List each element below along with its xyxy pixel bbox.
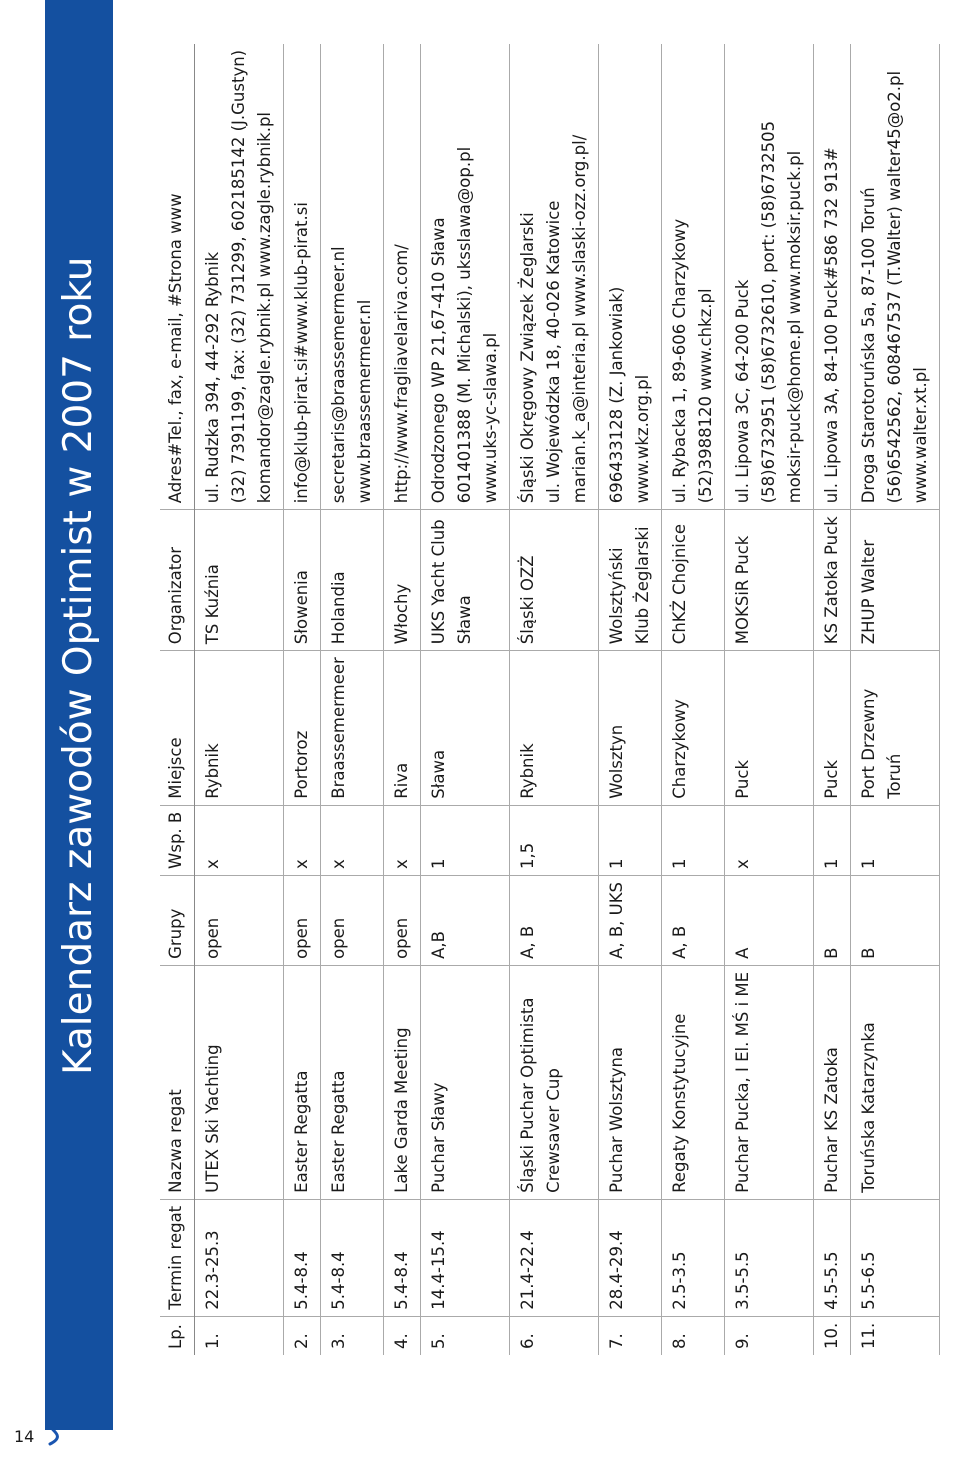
cell-coefficient: 1 — [599, 805, 662, 875]
cell-line: komandor@zagle.rybnik.pl www.zagle.rybnik.pl — [255, 111, 274, 504]
cell-organizer — [725, 510, 814, 651]
cell-line: TS Kuźnia — [203, 564, 222, 645]
cell-line: Toruń — [885, 753, 904, 799]
column-header: Wsp. B — [160, 805, 195, 875]
cell-organizer — [510, 510, 599, 651]
cell-regatta-name — [725, 965, 814, 1199]
cell-line: Rybnik — [203, 743, 222, 799]
cell-regatta-name — [662, 965, 725, 1199]
cell-regatta-name — [814, 965, 851, 1199]
table-row — [384, 44, 421, 1355]
cell-line: Puchar Sławy — [429, 1082, 448, 1193]
cell-line: Włochy — [392, 583, 411, 645]
cell-line: Śląski Puchar Optimista — [518, 997, 537, 1193]
cell-line: Puck — [822, 760, 841, 799]
cell-location — [195, 651, 284, 806]
cell-organizer — [851, 510, 940, 651]
cell-line: Puck — [733, 760, 752, 799]
cell-line: Braassemermeer — [329, 657, 348, 799]
table-row — [284, 44, 321, 1355]
cell-line: Klub Żeglarski — [633, 526, 652, 645]
cell-date: 5.4-8.4 — [321, 1199, 384, 1316]
cell-lp: 4. — [384, 1316, 421, 1355]
cell-line: www.uks-yc-slawa.pl — [481, 332, 500, 504]
cell-address — [814, 44, 851, 510]
cell-lp: 6. — [510, 1316, 599, 1355]
cell-line: secretaris@braassemermeer.nl — [329, 246, 348, 504]
cell-line: (52)3988120 www.chkz.pl — [696, 288, 715, 504]
column-header: Termin regat — [160, 1199, 195, 1316]
cell-location — [384, 651, 421, 806]
cell-groups: A, B — [662, 875, 725, 965]
cell-address — [195, 44, 284, 510]
cell-line: Wolsztyński — [607, 547, 626, 645]
cell-groups: A, B, UKS — [599, 875, 662, 965]
table-row — [599, 44, 662, 1355]
cell-line: 601401388 (M. Michalski), uksslawa@op.pl — [455, 146, 474, 504]
cell-groups: open — [195, 875, 284, 965]
column-header: Lp. — [160, 1316, 195, 1355]
cell-location — [284, 651, 321, 806]
cell-regatta-name — [599, 965, 662, 1199]
table-row — [662, 44, 725, 1355]
cell-address — [321, 44, 384, 510]
cell-organizer — [284, 510, 321, 651]
cell-address — [662, 44, 725, 510]
cell-organizer — [195, 510, 284, 651]
cell-coefficient: x — [321, 805, 384, 875]
cell-line: Holandia — [329, 571, 348, 645]
cell-line: (32) 7391199, fax: (32) 731299, 602185142 (J.Gustyn) — [229, 49, 248, 504]
cell-line: moksir-puck@home.pl www.moksir.puck.pl — [785, 150, 804, 504]
cell-date: 5.4-8.4 — [384, 1199, 421, 1316]
column-header: Organizator — [160, 510, 195, 651]
cell-lp: 5. — [421, 1316, 510, 1355]
cell-regatta-name — [284, 965, 321, 1199]
cell-address — [421, 44, 510, 510]
cell-coefficient: x — [284, 805, 321, 875]
table-row — [321, 44, 384, 1355]
cell-regatta-name — [421, 965, 510, 1199]
cell-line: marian.k_a@interia.pl www.slaski-ozz.org.pl/ — [570, 134, 589, 504]
cell-line: ul. Rybacka 1, 89-606 Charzykowy — [670, 218, 689, 504]
cell-line: (58)6732951 (58)6732610, port: (58)6732505 — [759, 120, 778, 504]
cell-line: Sława — [429, 749, 448, 799]
cell-address — [384, 44, 421, 510]
column-header: Adres#Tel., fax, e-mail, #Strona www — [160, 44, 195, 510]
column-header: Nazwa regat — [160, 965, 195, 1199]
cell-groups: A,B — [421, 875, 510, 965]
cell-address — [599, 44, 662, 510]
title-bar — [45, 0, 113, 1430]
table-row — [421, 44, 510, 1355]
cell-line: MOKSiR Puck — [733, 535, 752, 645]
cell-location — [662, 651, 725, 806]
cell-line: www.wkz.org.pl — [633, 374, 652, 504]
page-number: 14 — [14, 1427, 35, 1446]
cell-lp: 8. — [662, 1316, 725, 1355]
cell-date: 2.5-3.5 — [662, 1199, 725, 1316]
cell-line: Regaty Konstytucyjne — [670, 1013, 689, 1193]
cell-groups: A — [725, 875, 814, 965]
cell-coefficient: 1 — [814, 805, 851, 875]
cell-line: www.braassemermeer.nl — [355, 299, 374, 504]
cell-line: Crewsaver Cup — [544, 1068, 563, 1193]
cell-regatta-name — [195, 965, 284, 1199]
table-body — [195, 44, 940, 1355]
cell-date: 22.3-25.3 — [195, 1199, 284, 1316]
cell-groups: open — [384, 875, 421, 965]
cell-lp: 9. — [725, 1316, 814, 1355]
cell-line: Riva — [392, 762, 411, 799]
page-title: Kalendarz zawodów Optimist w 2007 roku — [56, 256, 101, 1075]
cell-line: Easter Regatta — [292, 1070, 311, 1193]
cell-line: Odrodzonego WP 21,67-410 Sława — [429, 217, 448, 504]
cell-address — [510, 44, 599, 510]
cell-line: KS Zatoka Puck — [822, 516, 841, 645]
table-header-row — [160, 44, 195, 1355]
cell-line: Portoroz — [292, 730, 311, 799]
cell-coefficient: 1 — [851, 805, 940, 875]
cell-location — [851, 651, 940, 806]
cell-line: ChKŻ Chojnice — [670, 523, 689, 645]
table-row — [725, 44, 814, 1355]
cell-line: Puchar Pucka, I El. MŚ i ME — [733, 971, 752, 1193]
table-row — [814, 44, 851, 1355]
cell-line: Słowenia — [292, 570, 311, 645]
cell-line: info@klub-pirat.si#www.klub-pirat.si — [292, 202, 311, 504]
cell-organizer — [814, 510, 851, 651]
cell-groups: B — [814, 875, 851, 965]
cell-lp: 11. — [851, 1316, 940, 1355]
cell-line: Lake Garda Meeting — [392, 1027, 411, 1193]
cell-regatta-name — [321, 965, 384, 1199]
cell-lp: 3. — [321, 1316, 384, 1355]
cell-line: Puchar Wolsztyna — [607, 1046, 626, 1193]
cell-line: Wolsztyn — [607, 724, 626, 799]
column-header: Grupy — [160, 875, 195, 965]
table-row — [195, 44, 284, 1355]
cell-line: Śląski Okręgowy Związek Żeglarski — [518, 212, 537, 504]
cell-coefficient: x — [384, 805, 421, 875]
cell-line: UKS Yacht Club — [429, 519, 448, 645]
cell-line: 696433128 (Z. Jankowiak) — [607, 286, 626, 504]
table-row — [510, 44, 599, 1355]
cell-line: Easter Regatta — [329, 1070, 348, 1193]
cell-line: Droga Starotoruńska 5a, 87-100 Toruń — [859, 187, 878, 504]
cell-address — [284, 44, 321, 510]
cell-date: 21.4-22.4 — [510, 1199, 599, 1316]
cell-location — [321, 651, 384, 806]
cell-line: www.walter.xt.pl — [911, 367, 930, 504]
cell-date: 3.5-5.5 — [725, 1199, 814, 1316]
cell-coefficient: x — [725, 805, 814, 875]
cell-regatta-name — [851, 965, 940, 1199]
cell-location — [725, 651, 814, 806]
cell-line: Charzykowy — [670, 699, 689, 799]
cell-coefficient: 1,5 — [510, 805, 599, 875]
cell-lp: 7. — [599, 1316, 662, 1355]
cell-line: Port Drzewny — [859, 688, 878, 799]
cell-line: Sława — [455, 595, 474, 645]
cell-line: Rybnik — [518, 743, 537, 799]
cell-line: UTEX Ski Yachting — [203, 1044, 222, 1193]
cell-line: Toruńska Katarzynka — [859, 1022, 878, 1193]
cell-lp: 2. — [284, 1316, 321, 1355]
cell-coefficient: 1 — [421, 805, 510, 875]
table-row — [851, 44, 940, 1355]
cell-line: ZHUP Walter — [859, 539, 878, 645]
cell-location — [421, 651, 510, 806]
cell-groups: open — [284, 875, 321, 965]
cell-line: ul. Wojewódzka 18, 40-026 Katowice — [544, 200, 563, 504]
cell-line: ul. Rudzka 394, 44-292 Rybnik — [203, 251, 222, 504]
cell-location — [510, 651, 599, 806]
cell-location — [599, 651, 662, 806]
cell-date: 5.4-8.4 — [284, 1199, 321, 1316]
column-header: Miejsce — [160, 651, 195, 806]
cell-address — [851, 44, 940, 510]
cell-lp: 1. — [195, 1316, 284, 1355]
cell-date: 5.5-6.5 — [851, 1199, 940, 1316]
cell-organizer — [662, 510, 725, 651]
cell-coefficient: 1 — [662, 805, 725, 875]
cell-line: http://www.fragliavelariva.com/ — [392, 244, 411, 504]
cell-coefficient: x — [195, 805, 284, 875]
cell-lp: 10. — [814, 1316, 851, 1355]
cell-line: ul. Lipowa 3C, 64-200 Puck — [733, 279, 752, 504]
cell-line: (56)6542562, 608467537 (T.Walter) walter45@o2.pl — [885, 70, 904, 504]
cell-date: 14.4-15.4 — [421, 1199, 510, 1316]
regatta-calendar-table — [160, 44, 940, 1355]
cell-groups: open — [321, 875, 384, 965]
cell-line: Śląski OZŻ — [518, 555, 537, 645]
cell-groups: A, B — [510, 875, 599, 965]
cell-organizer — [321, 510, 384, 651]
cell-date: 28.4-29.4 — [599, 1199, 662, 1316]
cell-organizer — [421, 510, 510, 651]
cell-regatta-name — [510, 965, 599, 1199]
cell-organizer — [384, 510, 421, 651]
cell-line: ul. Lipowa 3A, 84-100 Puck#586 732 913# — [822, 147, 841, 504]
cell-location — [814, 651, 851, 806]
cell-date: 4.5-5.5 — [814, 1199, 851, 1316]
cell-regatta-name — [384, 965, 421, 1199]
cell-address — [725, 44, 814, 510]
cell-groups: B — [851, 875, 940, 965]
cell-organizer — [599, 510, 662, 651]
cell-line: Puchar KS Zatoka — [822, 1047, 841, 1193]
